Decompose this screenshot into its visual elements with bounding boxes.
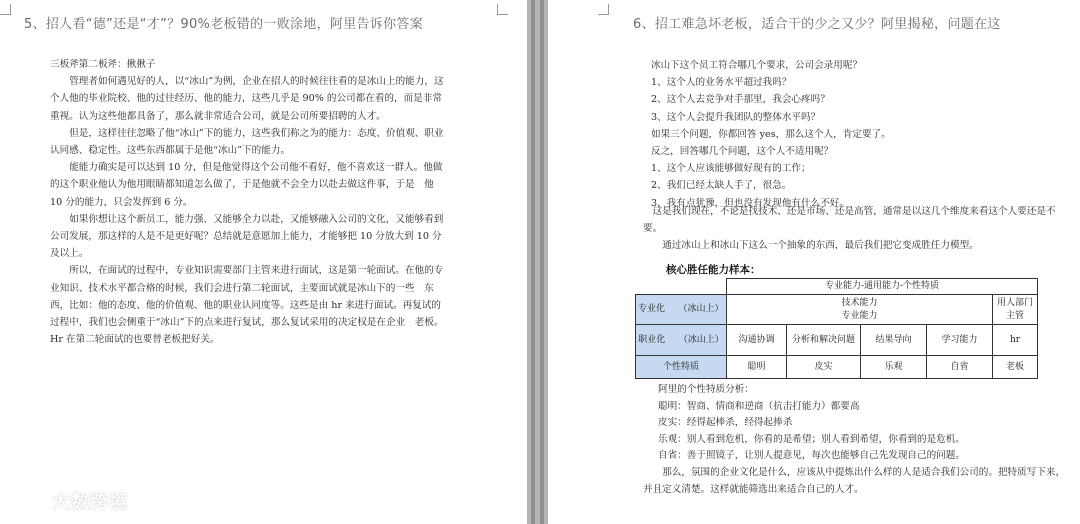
table-cell-text: 专业能力 bbox=[841, 310, 878, 321]
table-row-label: 专业化 （冰山上） bbox=[636, 295, 727, 325]
watermark-text: 大数跨境 bbox=[52, 492, 128, 513]
page-body bbox=[50, 56, 448, 348]
paragraph: 反之，回答哪几个问题，这个人不适用呢？ bbox=[651, 146, 834, 158]
page-corner-mark bbox=[0, 4, 11, 15]
paragraph: 通过冰山上和冰山下这么一个抽象的东西，最后我们把它变成胜任力模型。 bbox=[662, 240, 979, 252]
page-body-bottom bbox=[658, 382, 1068, 465]
table-cell-text: 技术能力 bbox=[841, 297, 878, 308]
table-cell bbox=[636, 279, 727, 295]
list-item: 1、这个人应该能够做好现有的工作； bbox=[651, 163, 811, 175]
table-cell: hr bbox=[993, 325, 1038, 356]
table-row-label: 个性特质 bbox=[636, 356, 727, 379]
paragraph: 冰山下这个员工符合哪几个要求，公司会录用呢？ bbox=[651, 60, 863, 71]
paragraph: 阿里的个性特质分析： bbox=[658, 384, 754, 395]
list-item: 3、我有点犹豫，但也没有发现他有什么不好。 bbox=[651, 197, 849, 209]
paragraph: 如果你想让这个新员工，能力强、又能够全力以赴，又能够融入公司的文化，又能够看到公司发展，那这样的人是不是更好呢？总结就是意愿加上能力，才能够把 10 分放大到 10 分及以上。 bbox=[50, 213, 444, 260]
table-cell: 乐观 bbox=[861, 356, 927, 379]
watermark bbox=[8, 488, 128, 514]
table-cell: 老板 bbox=[993, 356, 1038, 379]
paragraph: 如果三个问题，你都回答 yes，那么这个人，肯定要了。 bbox=[651, 128, 891, 140]
table-header-cell: 专业能力-通用能力-个性特质 bbox=[727, 279, 1038, 295]
paragraph: 乐观：别人看到危机，你看的是希望；别人看到希望，你看到的是危机。 bbox=[658, 433, 965, 445]
paragraph: 所以，在面试的过程中，专业知识需要部门主管来进行面试，这是第一轮面试。在他的专业知识、技术水平都合格的时候，我们会进行第二轮面试，主要面试就是冰山下的一些 东西，比如：他的态度、他的价值观、他的职业认同度等。这些是由 hr 来进行面试。再复试的过程中，我们也会侧重于“冰山”下的点来进行复试，那么复试采用的决定权是在企业 老板。Hr 在第二轮面试的也要替老板把好关。 bbox=[50, 265, 444, 346]
table-cell: 用人部门主管 bbox=[993, 295, 1038, 325]
table-cell bbox=[727, 295, 993, 325]
paragraph: 但是，这样往往忽略了他“冰山”下的能力，这些我们称之为的能力：态度、价值观、职业认同感、稳定性。这些东西都属于是他“冰山”下的能力。 bbox=[50, 127, 444, 157]
table-cell: 学习能力 bbox=[927, 325, 993, 356]
page-corner-mark bbox=[598, 4, 609, 15]
table-cell: 聪明 bbox=[727, 356, 787, 379]
list-item: 2、这个人去竞争对手那里，我会心疼吗？ bbox=[651, 94, 830, 106]
page-gap bbox=[527, 0, 548, 524]
paragraph: 能能力确实是可以达到 10 分，但是他觉得这个公司他不看好，他不喜欢这一群人。他做的这个职业他认为他用眼睛都知道怎么做了，于是他就不会全力以赴去做这件事，于是 他 10 分的能力，只会发挥到 6 分。 bbox=[50, 162, 443, 208]
page-title: 5、招人看“德”还是“才”？90%老板错的一败涂地，阿里告诉你答案 bbox=[24, 17, 424, 32]
page-corner-mark bbox=[497, 4, 508, 15]
paragraph: 自省：善于照镜子，让别人提意见，每次也能够自己先发现自己的问题。 bbox=[658, 450, 965, 462]
table-row-label: 职业化 （冰山上） bbox=[636, 325, 727, 356]
paragraph: 聪明：智商、情商和逆商（抗击打能力）都要高 bbox=[658, 400, 860, 412]
page-body-mid bbox=[643, 203, 1063, 255]
paragraph: 管理者如何遇见好的人，以“冰山”为例，企业在招人的时候往往看的是冰山上的能力，这个人他的毕业院校、他的过往经历、他的能力，这些几乎是 90% 的公司都在看的，而是非常重视。认为这些他都具备了，那么就非常适合公司，就是公司所要招聘的人才。 bbox=[50, 76, 444, 122]
list-item: 3、这个人会提升我团队的整体水平吗？ bbox=[651, 111, 821, 123]
paragraph: 这是我们现在，不论是找技术、还是市场、还是高管，通常是以这几个维度来看这个人要还是不要。 bbox=[643, 206, 1056, 235]
page-body-closing bbox=[643, 465, 1068, 498]
section-heading: 三板斧第二板斧：揪揪子 bbox=[50, 59, 156, 70]
table-cell: 分析和解决问题 bbox=[787, 325, 861, 356]
page-title: 6、招工难急坏老板，适合干的少之又少？阿里揭秘，问题在这 bbox=[633, 17, 1001, 32]
table-cell: 自省 bbox=[927, 356, 993, 379]
document-page-right bbox=[548, 0, 1080, 524]
page-body-top bbox=[651, 57, 1061, 212]
document-page-left bbox=[0, 0, 527, 524]
table-cell: 沟通协调 bbox=[727, 325, 787, 356]
paragraph: 那么，氛围的企业文化是什么，应该从中提炼出什么样的人是适合我们公司的。把特质写下来，并且定义清楚。这样就能筛选出来适合自己的人才。 bbox=[643, 467, 1066, 495]
competency-table bbox=[635, 278, 1038, 379]
table-cell: 皮实 bbox=[787, 356, 861, 379]
table-heading: 核心胜任能力样本： bbox=[666, 264, 761, 276]
list-item: 1、这个人的业务水平超过我吗？ bbox=[651, 77, 792, 89]
speech-bubble-logo-icon bbox=[8, 488, 48, 514]
list-item: 2、我们已经太缺人手了，很急。 bbox=[651, 180, 792, 192]
paragraph: 皮实：经得起棒杀，经得起捧杀 bbox=[658, 417, 793, 429]
table-cell: 结果导向 bbox=[861, 325, 927, 356]
